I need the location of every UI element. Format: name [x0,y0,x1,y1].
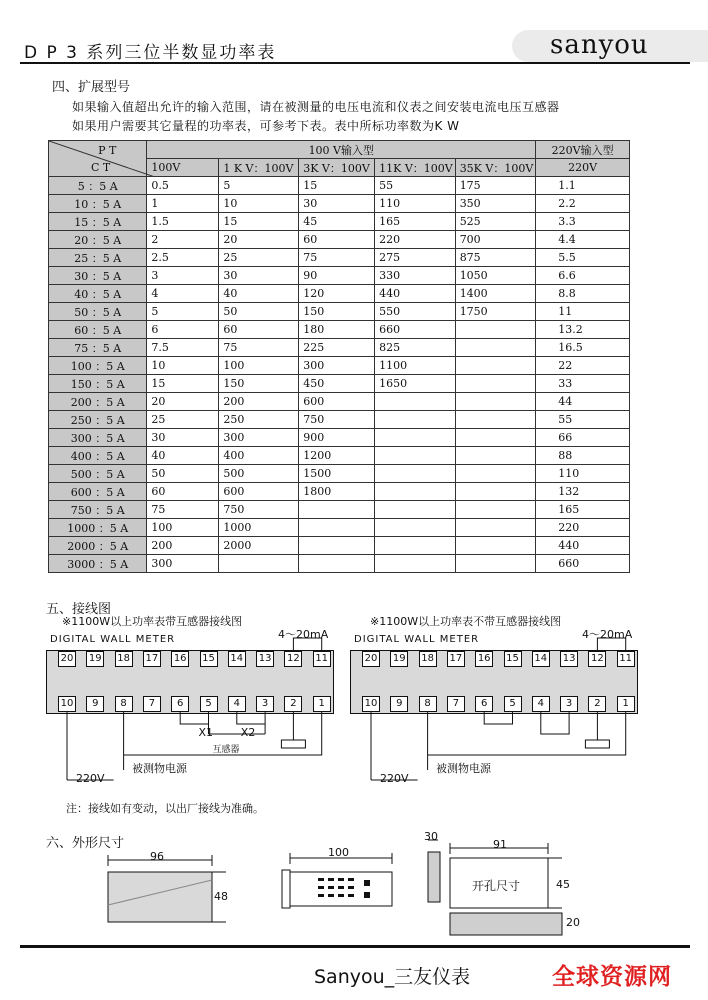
value-cell: 60 [147,483,219,501]
value-cell: 120 [299,285,375,303]
ct-ratio-cell: 25 ：5 A [49,249,147,267]
value-cell: 525 [455,213,536,231]
ct-ratio-cell: 200 ：5 A [49,393,147,411]
value-cell: 10 [219,195,299,213]
value-cell: 88 [536,447,630,465]
column-header: 100V [147,159,219,177]
value-cell: 900 [299,429,375,447]
ct-ratio-cell: 400 ：5 A [49,447,147,465]
value-cell: 440 [375,285,456,303]
value-cell: 15 [219,213,299,231]
value-cell: 90 [299,267,375,285]
corner-pt-label: P T [98,144,117,157]
value-cell: 2.5 [147,249,219,267]
value-cell: 300 [299,357,375,375]
left-terminal-top: 13 [256,651,274,667]
value-cell: 44 [536,393,630,411]
footer-text: Sanyou_三友仪表 [314,966,471,988]
value-cell: 5.5 [536,249,630,267]
value-cell: 60 [219,321,299,339]
panel-thickness-drawing [428,840,440,902]
ct-ratio-cell: 50 ：5 A [49,303,147,321]
value-cell: 4.4 [536,231,630,249]
value-cell: 75 [299,249,375,267]
ct-ratio-cell: 5 ：5 A [49,177,147,195]
column-header: 1 K V：100V [219,159,299,177]
left-terminal-bottom: 6 [171,696,189,712]
left-terminal-bottom: 9 [86,696,104,712]
value-cell: 1050 [455,267,536,285]
value-cell: 1400 [455,285,536,303]
value-cell: 150 [219,375,299,393]
left-terminal-top: 12 [284,651,302,667]
right-terminal-bottom: 10 [362,696,380,712]
left-meter-label: DIGITAL WALL METER [50,634,176,645]
value-cell: 350 [455,195,536,213]
right-terminal-bottom: 2 [588,696,606,712]
value-cell: 660 [536,555,630,573]
value-cell: 1200 [299,447,375,465]
value-cell: 0.5 [147,177,219,195]
value-cell: 2.2 [536,195,630,213]
left-terminal-bottom: 7 [143,696,161,712]
value-cell: 165 [536,501,630,519]
value-cell: 175 [455,177,536,195]
value-cell: 1100 [375,357,456,375]
right-terminal-top: 17 [447,651,465,667]
column-header: 11K V：100V [375,159,456,177]
left-terminal-bottom: 10 [58,696,76,712]
value-cell: 1 [147,195,219,213]
column-header: 35K V：100V [455,159,536,177]
front-view-drawing [108,855,226,922]
ct-ratio-cell: 150 ：5 A [49,375,147,393]
dim-height: 48 [214,890,228,903]
value-cell: 200 [147,537,219,555]
value-cell: 2 [147,231,219,249]
watermark-logo: 全球资源网 [552,964,672,990]
value-cell: 6 [147,321,219,339]
ct-ratio-cell: 10 ：5 A [49,195,147,213]
ct-ratio-cell: 600 ：5 A [49,483,147,501]
value-cell: 200 [219,393,299,411]
left-x2-label: X2 [240,726,256,739]
left-ct-label: 互感器 [212,745,240,755]
value-cell: 100 [147,519,219,537]
ct-ratio-cell: 30 ：5 A [49,267,147,285]
ct-ratio-cell: 3000 ：5 A [49,555,147,573]
section4-line1: 如果输入值超出允许的输入范围，请在被测量的电压电流和仪表之间安装电流电压互感器 [72,100,560,114]
left-terminal-top: 17 [143,651,161,667]
value-cell: 15 [299,177,375,195]
value-cell: 40 [147,447,219,465]
value-cell: 825 [375,339,456,357]
left-terminal-top: 20 [58,651,76,667]
value-cell: 5 [147,303,219,321]
right-terminal-top: 13 [560,651,578,667]
column-header: 220V [536,159,630,177]
right-terminal-top: 20 [362,651,380,667]
value-cell: 440 [536,537,630,555]
right-source-label: 被测物电源 [436,762,491,775]
left-supply-label: 220V [76,772,105,785]
left-terminal-top: 18 [115,651,133,667]
value-cell: 20 [147,393,219,411]
ct-ratio-cell: 15 ：5 A [49,213,147,231]
value-cell: 30 [299,195,375,213]
right-terminal-bottom: 6 [475,696,493,712]
value-cell: 250 [219,411,299,429]
value-cell: 750 [219,501,299,519]
value-cell: 132 [536,483,630,501]
value-cell: 100 [219,357,299,375]
ct-ratio-cell: 300 ：5 A [49,429,147,447]
dim-base: 20 [566,916,580,929]
value-cell: 22 [536,357,630,375]
value-cell: 66 [536,429,630,447]
right-diagram-caption: ※1100W以上功率表不带互感器接线图 [370,615,562,628]
group-header-100v: 100 V输入型 [147,141,536,159]
right-terminal-top: 18 [419,651,437,667]
ct-ratio-cell: 75 ：5 A [49,339,147,357]
value-cell: 50 [219,303,299,321]
left-source-label: 被测物电源 [132,762,187,775]
left-terminal-top: 14 [228,651,246,667]
group-header-220v: 220V输入型 [536,141,630,159]
side-view-drawing [282,853,392,908]
value-cell: 25 [219,249,299,267]
value-cell: 875 [455,249,536,267]
left-terminal-top: 19 [86,651,104,667]
value-cell: 6.6 [536,267,630,285]
right-terminal-top: 11 [617,651,635,667]
dim-depth: 100 [328,846,349,859]
value-cell: 30 [147,429,219,447]
value-cell: 75 [219,339,299,357]
value-cell: 110 [536,465,630,483]
footer-rule [20,945,690,948]
value-cell: 1500 [299,465,375,483]
value-cell: 60 [299,231,375,249]
left-terminal-bottom: 4 [228,696,246,712]
ct-ratio-cell: 100 ：5 A [49,357,147,375]
wiring-note: 注：接线如有变动，以出厂接线为准确。 [66,802,264,815]
right-terminal-top: 14 [532,651,550,667]
left-terminal-bottom: 3 [256,696,274,712]
left-x1-label: X1 [198,726,214,739]
value-cell: 600 [219,483,299,501]
value-cell: 30 [219,267,299,285]
ct-ratio-cell: 750 ：5 A [49,501,147,519]
right-terminal-top: 15 [504,651,522,667]
value-cell: 55 [375,177,456,195]
right-terminal-top: 16 [475,651,493,667]
ct-ratio-cell: 500 ：5 A [49,465,147,483]
right-terminal-bottom: 7 [447,696,465,712]
value-cell: 4 [147,285,219,303]
value-cell: 750 [299,411,375,429]
left-terminal-bottom: 1 [313,696,331,712]
left-terminal-top: 16 [171,651,189,667]
right-supply-label: 220V [380,772,409,785]
value-cell: 180 [299,321,375,339]
section4-line2: 如果用户需要其它量程的功率表，可参考下表。表中所标功率数为K W [72,119,460,133]
value-cell: 11 [536,303,630,321]
value-cell: 1650 [375,375,456,393]
right-output-label: 4～20mA [582,628,633,641]
section6-heading: 六、外形尺寸 [46,836,125,851]
value-cell: 3.3 [536,213,630,231]
value-cell: 20 [219,231,299,249]
value-cell: 45 [299,213,375,231]
value-cell: 220 [536,519,630,537]
ct-ratio-cell: 20 ：5 A [49,231,147,249]
right-terminal-bottom: 5 [504,696,522,712]
value-cell: 330 [375,267,456,285]
value-cell: 50 [147,465,219,483]
value-cell: 40 [219,285,299,303]
value-cell: 5 [219,177,299,195]
value-cell: 700 [455,231,536,249]
value-cell: 2000 [219,537,299,555]
value-cell: 15 [147,375,219,393]
value-cell: 8.8 [536,285,630,303]
dim-width: 96 [150,850,164,863]
dim-cut-width: 91 [493,838,507,851]
right-terminal-top: 19 [390,651,408,667]
value-cell: 13.2 [536,321,630,339]
right-terminal-bottom: 9 [390,696,408,712]
value-cell: 1.1 [536,177,630,195]
value-cell: 3 [147,267,219,285]
value-cell: 33 [536,375,630,393]
value-cell: 600 [299,393,375,411]
value-cell: 300 [219,429,299,447]
ct-ratio-cell: 250 ：5 A [49,411,147,429]
value-cell: 225 [299,339,375,357]
brand-name: sanyou [550,30,649,60]
right-terminal-bottom: 3 [560,696,578,712]
value-cell: 450 [299,375,375,393]
ct-ratio-cell: 60 ：5 A [49,321,147,339]
value-cell: 165 [375,213,456,231]
value-cell: 75 [147,501,219,519]
left-output-label: 4～20mA [278,628,329,641]
left-terminal-bottom: 5 [200,696,218,712]
value-cell: 1750 [455,303,536,321]
left-diagram-caption: ※1100W以上功率表带互感器接线图 [62,615,243,628]
value-cell: 1000 [219,519,299,537]
value-cell: 1.5 [147,213,219,231]
value-cell: 25 [147,411,219,429]
left-terminal-top: 15 [200,651,218,667]
ct-ratio-cell: 1000 ：5 A [49,519,147,537]
left-terminal-bottom: 2 [284,696,302,712]
ct-ratio-cell: 40 ：5 A [49,285,147,303]
column-header: 3K V：100V [299,159,375,177]
right-terminal-bottom: 4 [532,696,550,712]
dim-cut-height: 45 [556,878,570,891]
left-terminal-top: 11 [313,651,331,667]
right-terminal-top: 12 [588,651,606,667]
section4-heading: 四、扩展型号 [52,80,131,95]
value-cell: 500 [219,465,299,483]
value-cell: 550 [375,303,456,321]
value-cell: 275 [375,249,456,267]
value-cell: 150 [299,303,375,321]
value-cell: 110 [375,195,456,213]
left-terminal-bottom: 8 [115,696,133,712]
right-terminal-bottom: 8 [419,696,437,712]
corner-ct-label: C T [91,161,111,174]
value-cell: 10 [147,357,219,375]
value-cell: 400 [219,447,299,465]
document-title: D P 3 系列三位半数显功率表 [24,43,277,63]
ct-ratio-cell: 2000 ：5 A [49,537,147,555]
value-cell: 16.5 [536,339,630,357]
value-cell: 7.5 [147,339,219,357]
right-terminal-bottom: 1 [617,696,635,712]
right-meter-label: DIGITAL WALL METER [354,634,480,645]
cutout-label: 开孔尺寸 [472,879,521,893]
value-cell: 55 [536,411,630,429]
dim-panel: 30 [424,830,438,843]
section5-heading: 五、接线图 [46,602,112,617]
value-cell: 220 [375,231,456,249]
value-cell: 660 [375,321,456,339]
value-cell: 300 [147,555,219,573]
value-cell: 1800 [299,483,375,501]
